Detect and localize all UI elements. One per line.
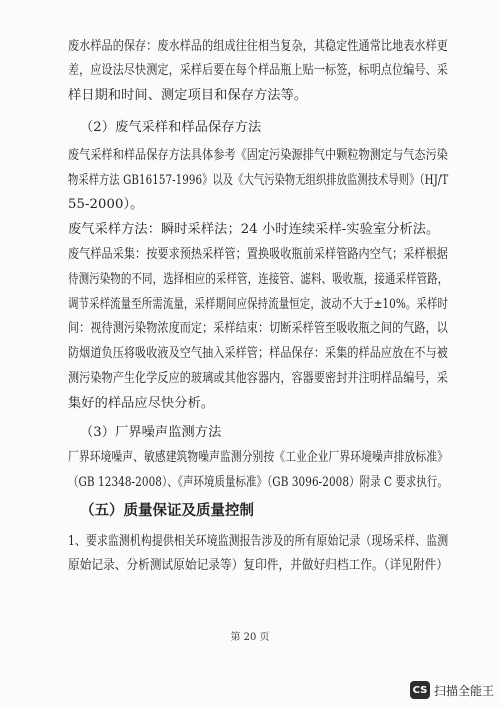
chapter-heading: （五）质量保证及质量控制 <box>80 502 254 519</box>
paragraph-line: 废气采样和样品保存方法具体参考《固定污染源排气中颗粒物测定与气态污染 <box>68 148 448 163</box>
paragraph-line: 物采样方法 GB16157-1996》以及《大气污染物无组织排放监测技术导则》（HJ/T <box>68 173 449 188</box>
paragraph-line: 间：视待测污染物浓度而定；采样结束：切断采样管至吸收瓶之间的气路，以 <box>68 321 448 336</box>
scanner-watermark <box>410 679 494 701</box>
paragraph-line: 防烟道负压将吸收液及空气抽入采样管；样品保存：采集的样品应放在不与被 <box>68 346 448 361</box>
paragraph-line: 废水样品的保存：废水样品的组成往往相当复杂，其稳定性通常比地表水样更 <box>68 39 448 54</box>
paragraph-line: 废气采样方法：瞬时采样法；24 小时连续采样-实验室分析法。 <box>68 222 440 237</box>
section-heading: （2）废气采样和样品保存方法 <box>80 120 262 135</box>
paragraph-line: 废气样品采集：按要求预热采样管；置换吸收瓶前采样管路内空气；采样根据 <box>68 247 448 262</box>
paragraph-line: 集好的样品应尽快分析。 <box>68 396 215 411</box>
paragraph-line: 差，应设法尽快测定，采样后要在每个样品瓶上贴一标签，标明点位编号、采 <box>68 63 448 78</box>
paragraph-line: 厂界环境噪声、敏感建筑物噪声监测分别按《工业企业厂界环境噪声排放标准》 <box>68 450 448 465</box>
paragraph-line: 调节采样流量至所需流量，采样期间应保持流量恒定，波动不大于±10%。采样时 <box>68 297 449 312</box>
camscanner-logo-icon: CS <box>410 681 430 699</box>
paragraph-line: 测污染物产生化学反应的玻璃或其他容器内，容器要密封并注明样品编号，采 <box>68 371 448 386</box>
watermark-text: 扫描全能王 <box>433 683 494 698</box>
paragraph-line: 样日期和时间、测定项目和保存方法等。 <box>68 88 308 103</box>
page-number: 第 20 页 <box>230 632 270 643</box>
paragraph-line: （GB 12348-2008）、《声环境质量标准》（GB 3096-2008）附录 C 要求执行。 <box>68 475 448 490</box>
paragraph-line: 待测污染物的不同，选择相应的采样管，连接管、滤料、吸收瓶，接通采样管路， <box>68 272 449 287</box>
paragraph-line: 55-2000）。 <box>68 197 144 212</box>
paragraph-line: 原始记录、分析测试原始记录等）复印件，并做好归档工作。（详见附件） <box>68 558 449 573</box>
paragraph-line: 1、要求监测机构提供相关环境监测报告涉及的所有原始记录（现场采样、监测 <box>68 534 449 549</box>
section-heading: （3）厂界噪声监测方法 <box>80 425 222 440</box>
